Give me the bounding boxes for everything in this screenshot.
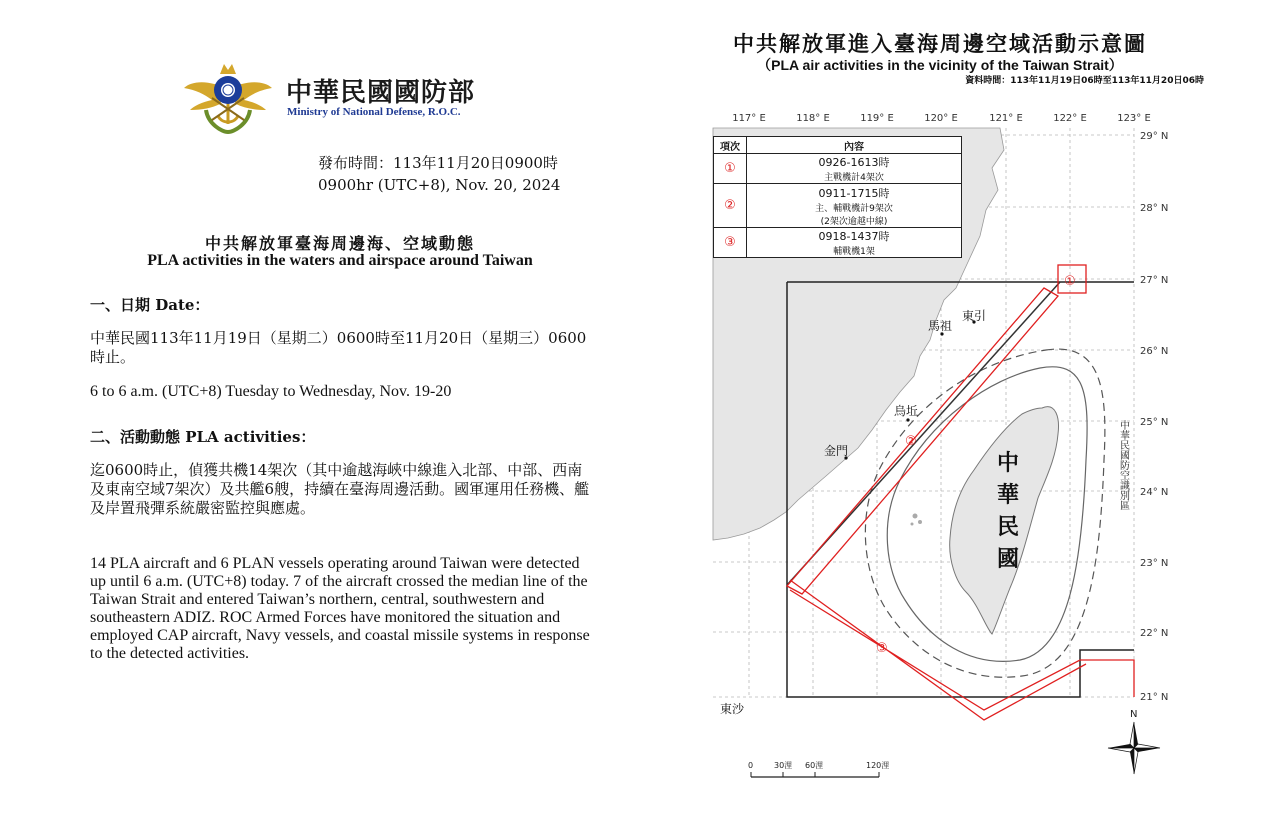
legend-row-1: 0926-1613時 主戰機計4架次 (747, 154, 962, 184)
svg-text:0: 0 (748, 761, 754, 770)
north-arrow (1108, 709, 1160, 774)
activity-en: 14 PLA aircraft and 6 PLAN vessels operating around Taiwan were detected up until 6 a.m. (UTC+8) today. 7 of the aircraft crossed the median line of the Taiwan Strait and entered Taiwan’s northern, central, southwestern and southeastern ADIZ. ROC Armed Forces have monitored the situation and employed CAP aircraft, Navy vessels, and coastal missile systems in response to the detected activities. (90, 555, 590, 662)
lat-29: 29° N (1140, 131, 1169, 142)
lon-121: 121° E (989, 113, 1023, 124)
adiz-label: 中華民國防空識別區 (1117, 420, 1129, 510)
place-kinmen: 金門 (824, 444, 849, 458)
legend-header-num: 項次 (714, 137, 747, 154)
scale-bar (748, 761, 889, 777)
place-matsu: 馬祖 (928, 319, 953, 333)
lat-27: 27° N (1140, 275, 1169, 286)
svg-text:N: N (1130, 709, 1138, 720)
legend-row-3: 0918-1437時 輔戰機1架 (747, 228, 962, 258)
roc-char-1: 中 (996, 451, 1020, 476)
org-name-zh: 中華民國國防部 (286, 78, 476, 108)
svg-text:120浬: 120浬 (866, 761, 890, 770)
lon-122: 122° E (1053, 113, 1087, 124)
roc-char-4: 國 (996, 547, 1020, 572)
lat-25: 25° N (1140, 417, 1169, 428)
legend-row-3-num: ③ (714, 228, 747, 258)
lon-120: 120° E (924, 113, 958, 124)
map-data-time: 資料時間：113年11月19日06時至113年11月20日06時 (965, 76, 1204, 86)
lat-28: 28° N (1140, 203, 1169, 214)
lon-119: 119° E (860, 113, 894, 124)
page-title-zh: 中共解放軍臺海周邊海、空域動態 (204, 234, 475, 253)
lon-117: 117° E (732, 113, 766, 124)
svg-text:30浬: 30浬 (774, 761, 793, 770)
roc-char-2: 華 (996, 483, 1020, 508)
activity-zh: 迄0600時止，偵獲共機14架次（其中逾越海峽中線進入北部、中部、西南及東南空域7架次）及共艦6艘，持續在臺海周邊活動。國軍運用任務機、艦及岸置飛彈系統嚴密監控與應處。 (90, 461, 590, 517)
roc-char-3: 民 (996, 515, 1020, 540)
map-title-zh: 中共解放軍進入臺海周邊空域活動示意圖 (733, 32, 1147, 56)
lat-24: 24° N (1140, 487, 1169, 498)
org-name-en: Ministry of National Defense, R.O.C. (287, 106, 461, 118)
release-time-en: 0900hr (UTC+8), Nov. 20, 2024 (318, 176, 561, 194)
place-dongsha: 東沙 (720, 702, 745, 716)
legend-row-2-num: ② (714, 184, 747, 228)
marker-1: ① (1064, 274, 1076, 289)
page-title-en: PLA activities in the waters and airspace around Taiwan (147, 252, 533, 269)
release-time-zh: 發布時間：113年11月20日0900時 (318, 154, 558, 172)
legend-row-2: 0911-1715時 主、輔戰機計9架次 (2架次逾越中線) (747, 184, 962, 228)
lat-26: 26° N (1140, 346, 1169, 357)
activity-heading: 二、活動動態 PLA activities： (90, 428, 316, 446)
lon-123: 123° E (1117, 113, 1151, 124)
date-zh: 中華民國113年11月19日（星期二）0600時至11月20日（星期三）0600時止。 (90, 329, 587, 366)
date-heading: 一、日期 Date： (90, 296, 210, 314)
svg-text:60浬: 60浬 (805, 761, 824, 770)
lat-22: 22° N (1140, 628, 1169, 639)
legend-row-1-num: ① (714, 154, 747, 184)
lon-118: 118° E (796, 113, 830, 124)
lat-23: 23° N (1140, 558, 1169, 569)
legend-header-content: 內容 (747, 137, 962, 154)
lat-21: 21° N (1140, 692, 1169, 703)
marker-2: ② (905, 434, 917, 449)
map-title-en: （PLA air activities in the vicinity of the Taiwan Strait） (757, 57, 1123, 73)
place-dongyin: 東引 (962, 309, 987, 323)
map-legend (713, 136, 962, 258)
place-wuqiu: 烏坵 (894, 404, 919, 418)
marker-3: ③ (876, 641, 888, 656)
date-en: 6 to 6 a.m. (UTC+8) Tuesday to Wednesday, Nov. 19-20 (90, 383, 452, 400)
